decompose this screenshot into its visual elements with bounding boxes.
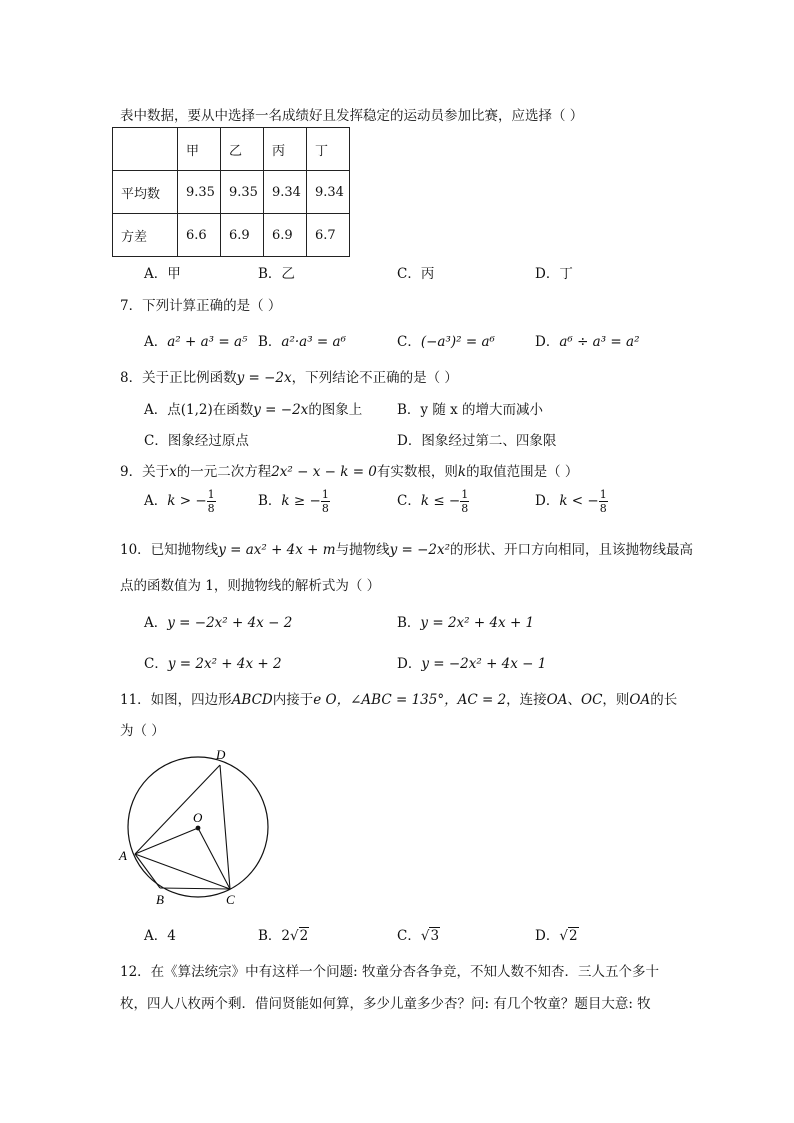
q6-stem: 表中数据，要从中选择一名成绩好且发挥稳定的运动员参加比赛，应选择（ ） bbox=[120, 108, 584, 124]
option-label: A． bbox=[144, 334, 168, 350]
option-label: C． bbox=[397, 493, 421, 509]
denominator: 8 bbox=[207, 502, 215, 515]
fraction bbox=[321, 488, 330, 515]
numerator: 1 bbox=[321, 488, 329, 501]
q9-option-b bbox=[258, 488, 330, 515]
segment-dc bbox=[220, 765, 230, 889]
formula: y = ax² + 4x + m bbox=[218, 542, 336, 558]
radicand: 3 bbox=[430, 928, 440, 944]
table-cell: 9.34 bbox=[307, 171, 350, 214]
q11-option-c bbox=[397, 924, 440, 944]
formula: OA bbox=[546, 692, 568, 708]
segment-oa bbox=[135, 828, 198, 854]
table-cell: 甲 bbox=[178, 128, 221, 171]
q8-option-d: D．图象经过第二、四象限 bbox=[397, 433, 557, 449]
text: 的一元二次方程 bbox=[176, 464, 272, 480]
option-label: B． bbox=[258, 493, 282, 509]
table-cell: 丁 bbox=[307, 128, 350, 171]
q9-option-a bbox=[144, 488, 216, 515]
q12-stem-line1: 12．在《算法统宗》中有这样一个问题: 牧童分杏各争竞，不知人数不知杏．三人五个多十 bbox=[120, 964, 660, 980]
text: 有实数根，则 bbox=[376, 464, 458, 480]
table-cell: 6.9 bbox=[221, 214, 264, 257]
label-d: D bbox=[216, 747, 226, 762]
q10-stem-line2: 点的函数值为 1，则抛物线的解析式为（ ） bbox=[120, 578, 381, 594]
formula: y = −2x² bbox=[389, 542, 451, 558]
segment-ac bbox=[135, 854, 230, 889]
formula: a⁶ ÷ a³ = a² bbox=[559, 334, 640, 350]
numerator: 1 bbox=[599, 488, 607, 501]
q11-option-b bbox=[258, 924, 309, 944]
option-label: A． bbox=[144, 928, 168, 944]
q11-option-a bbox=[144, 924, 176, 944]
formula: (−a³)² = a⁶ bbox=[420, 334, 495, 350]
radical-sign: √ bbox=[420, 928, 430, 944]
circle-figure bbox=[112, 742, 284, 910]
formula: 4 bbox=[167, 928, 176, 944]
formula: ABCD bbox=[231, 692, 273, 708]
text: 的图象上 bbox=[308, 402, 363, 418]
text: 11．如图，四边形 bbox=[120, 692, 232, 708]
segment-oc bbox=[198, 828, 230, 889]
table-cell: 丙 bbox=[264, 128, 307, 171]
text: 内接于 bbox=[272, 692, 314, 708]
text: 的长 bbox=[650, 692, 678, 708]
q10-option-d bbox=[397, 652, 546, 672]
formula: 2 bbox=[281, 928, 291, 944]
text: 的形状、开口方向相同，且该抛物线最高 bbox=[450, 542, 694, 558]
option-label: B． bbox=[258, 928, 282, 944]
text: 10．已知抛物线 bbox=[120, 542, 219, 558]
label-a: A bbox=[119, 848, 127, 863]
formula: k ≤ − bbox=[420, 493, 461, 509]
formula: k bbox=[457, 464, 467, 480]
formula: e O bbox=[313, 692, 337, 708]
formula: OA bbox=[629, 692, 651, 708]
table-cell bbox=[113, 128, 178, 171]
q7-stem: 7．下列计算正确的是（ ） bbox=[120, 298, 282, 314]
text: 8．关于正比例函数 bbox=[120, 370, 237, 386]
option-label: D． bbox=[535, 928, 560, 944]
radicand: 2 bbox=[299, 928, 309, 944]
q8-stem bbox=[120, 366, 458, 386]
table-row bbox=[113, 171, 350, 214]
q8-option-c: C．图象经过原点 bbox=[144, 433, 249, 449]
q6-option-d: D．丁 bbox=[535, 266, 573, 282]
q11-stem-line1 bbox=[120, 688, 677, 708]
q8-option-b: B．y 随 x 的增大而减小 bbox=[397, 402, 544, 418]
table-cell: 乙 bbox=[221, 128, 264, 171]
fraction bbox=[207, 488, 216, 515]
table-row bbox=[113, 214, 350, 257]
formula: k > − bbox=[167, 493, 207, 509]
formula: k < − bbox=[559, 493, 599, 509]
table-cell: 6.9 bbox=[264, 214, 307, 257]
formula: k ≥ − bbox=[281, 493, 321, 509]
formula: y = −2x² + 4x − 1 bbox=[421, 656, 547, 672]
formula: OC bbox=[581, 692, 603, 708]
q8-option-a bbox=[144, 398, 362, 418]
segment-bc bbox=[160, 888, 230, 889]
q6-option-c: C．丙 bbox=[397, 266, 435, 282]
fraction bbox=[599, 488, 608, 515]
text: ，则 bbox=[602, 692, 630, 708]
formula: ，AC = 2 bbox=[444, 692, 507, 708]
q9-option-c bbox=[397, 488, 469, 515]
q6-option-b: B．乙 bbox=[258, 266, 295, 282]
label-o: O bbox=[193, 810, 203, 825]
q6-option-a: A．甲 bbox=[144, 266, 181, 282]
q12-stem-line2: 枚，四人八枚两个剩．借问贤能如何算，多少儿童多少杏？问: 有几个牧童？题目大意: 牧 bbox=[120, 996, 651, 1012]
table-cell: 9.34 bbox=[264, 171, 307, 214]
option-label: B． bbox=[258, 334, 282, 350]
formula: y = −2x bbox=[253, 402, 309, 418]
text: A．点 bbox=[144, 402, 181, 418]
q10-option-b bbox=[397, 611, 534, 631]
formula: ，∠ABC = 135° bbox=[336, 692, 445, 708]
q10-option-a bbox=[144, 611, 292, 631]
table-cell: 平均数 bbox=[113, 171, 178, 214]
q9-stem bbox=[120, 460, 578, 480]
radicand: 2 bbox=[568, 928, 578, 944]
radical-sign: √ bbox=[290, 928, 299, 944]
stats-table bbox=[112, 127, 350, 257]
option-label: A． bbox=[144, 493, 168, 509]
text: 9．关于 bbox=[120, 464, 170, 480]
formula: y = −2x² + 4x − 2 bbox=[167, 615, 293, 631]
center-point bbox=[196, 826, 201, 831]
formula: 2x² − x − k = 0 bbox=[271, 464, 377, 480]
option-label: C． bbox=[144, 656, 168, 672]
formula: y = 2x² + 4x + 1 bbox=[420, 615, 535, 631]
option-label: A． bbox=[144, 615, 168, 631]
text: 、 bbox=[567, 692, 581, 708]
table-cell: 9.35 bbox=[221, 171, 264, 214]
option-label: D． bbox=[397, 656, 422, 672]
table-row bbox=[113, 128, 350, 171]
q9-option-d bbox=[535, 488, 608, 515]
q11-option-d bbox=[535, 924, 579, 944]
denominator: 8 bbox=[461, 502, 469, 515]
option-label: C． bbox=[397, 334, 421, 350]
formula: y = −2x bbox=[236, 370, 292, 386]
option-label: B． bbox=[397, 615, 421, 631]
label-b: B bbox=[156, 892, 164, 907]
denominator: 8 bbox=[321, 502, 329, 515]
q7-option-a bbox=[144, 330, 247, 350]
numerator: 1 bbox=[461, 488, 469, 501]
text: ，连接 bbox=[506, 692, 547, 708]
text: ，下列结论不正确的是（ ） bbox=[291, 370, 458, 386]
text: 与抛物线 bbox=[335, 542, 390, 558]
table-cell: 方差 bbox=[113, 214, 178, 257]
formula: (1,2) bbox=[180, 402, 213, 418]
option-label: D． bbox=[535, 334, 560, 350]
q7-option-b bbox=[258, 330, 346, 350]
formula: x bbox=[169, 464, 177, 480]
q11-stem-line2: 为（ ） bbox=[120, 723, 165, 739]
option-label: C． bbox=[397, 928, 421, 944]
q7-option-d bbox=[535, 330, 640, 350]
radical-sign: √ bbox=[559, 928, 568, 944]
q10-option-c bbox=[144, 652, 282, 672]
formula: a² + a³ = a⁵ bbox=[167, 334, 248, 350]
option-label: D． bbox=[535, 493, 560, 509]
fraction bbox=[460, 488, 469, 515]
text: 的取值范围是（ ） bbox=[466, 464, 579, 480]
q10-stem-line1 bbox=[120, 538, 693, 558]
label-c: C bbox=[226, 892, 235, 907]
table-cell: 9.35 bbox=[178, 171, 221, 214]
numerator: 1 bbox=[207, 488, 215, 501]
q7-option-c bbox=[397, 330, 495, 350]
text: 在函数 bbox=[212, 402, 254, 418]
denominator: 8 bbox=[599, 502, 607, 515]
formula: a²·a³ = a⁶ bbox=[281, 334, 346, 350]
formula: y = 2x² + 4x + 2 bbox=[167, 656, 282, 672]
table-cell: 6.6 bbox=[178, 214, 221, 257]
table-cell: 6.7 bbox=[307, 214, 350, 257]
